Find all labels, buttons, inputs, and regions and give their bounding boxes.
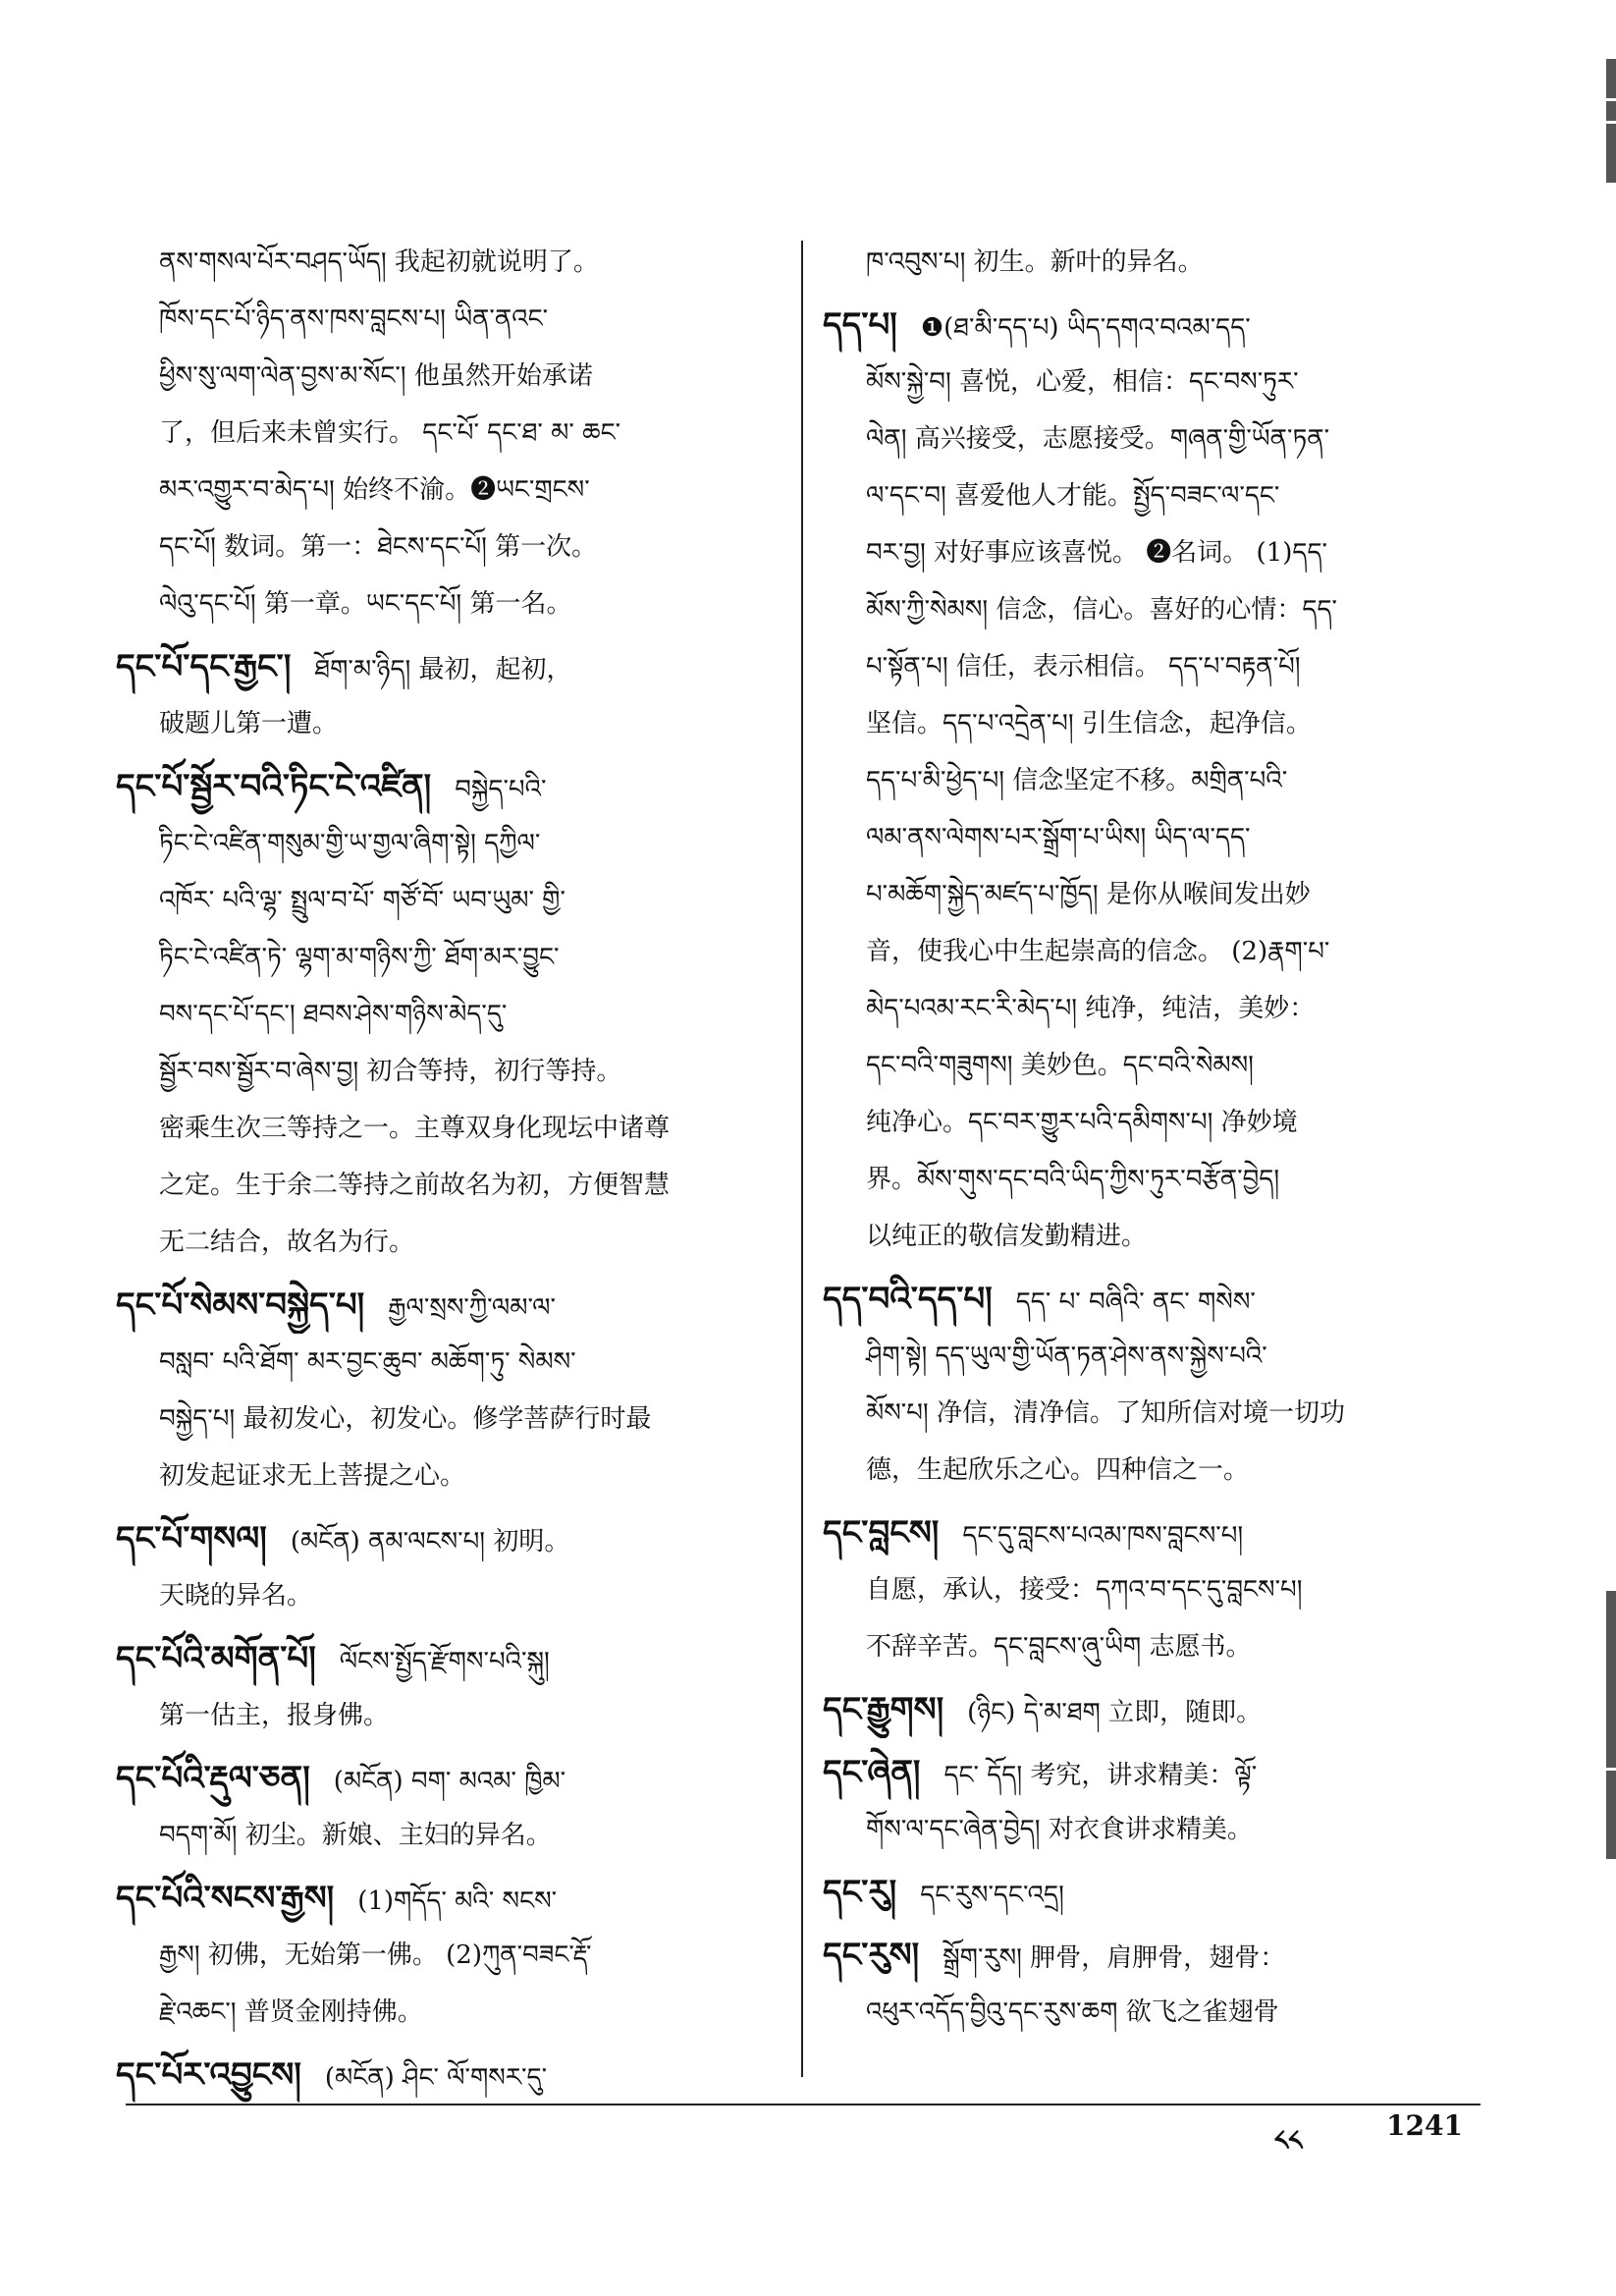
entry-line (823, 1927, 1473, 1984)
entry-text: ❶(ཐ་མི་དད་པ) ཡིད་དགའ་བའམ་དད་ (920, 313, 1251, 343)
entry-line (116, 815, 791, 872)
entry-text: བསྐྱེད་པ། 最初发心，初发心。修学菩萨行时最 (159, 1404, 652, 1434)
entry-text: 了，但后来未曾实行。 དང་པོ་ དང་ཐ་ མ་ ཆང་ (159, 418, 621, 448)
entry-headword: དང་རུ། (823, 1873, 897, 1912)
entry-text: ལེའུ་དང་པོ། 第一章。ཡང་དང་པོ། 第一名。 (159, 589, 572, 619)
entry-headword: དང་ཞེན། (823, 1753, 921, 1792)
entry-text: ལ་དང་བ། 喜爱他人才能。སྤྱོད་བཟང་ལ་དང་ (866, 481, 1280, 511)
entry-line (823, 1037, 1473, 1094)
entry-line (823, 695, 1473, 752)
entry-line (823, 1328, 1473, 1385)
entry-text: 不辞辛苦。དང་བླངས་ཞུ་ཡིག 志愿书。 (866, 1632, 1252, 1662)
entry-line (823, 1618, 1473, 1675)
page-number: 1241 (1386, 2109, 1463, 2142)
entry-text: མོས་པ། 净信，清净信。了知所信对境一切功 (866, 1398, 1345, 1428)
entry-line (116, 1277, 791, 1334)
entry-line (116, 1927, 791, 1984)
entry-line (823, 1504, 1473, 1561)
entry-text: རྒྱས། 初佛，无始第一佛。 (2)ཀུན་བཟང་རྡོ་ (159, 1941, 592, 1970)
entry-text: དང་བའི་གཟུགས། 美妙色。དང་བའི་སེམས། (866, 1051, 1254, 1080)
entry-text: མར་འགྱུར་བ་མེད་པ། 始终不渝。❷ཡང་གྲངས་ (159, 475, 590, 505)
entry-line (823, 467, 1473, 524)
entry-line (823, 1561, 1473, 1618)
entry-line (116, 758, 791, 815)
entry-text: དང་རུས་དང་འདྲ། (920, 1881, 1064, 1910)
entry-text: འཕུར་འདོད་བྱིའུ་དང་རུས་ཆག 欲飞之雀翅骨 (866, 1997, 1279, 2027)
entry-line (823, 581, 1473, 638)
dictionary-entry (116, 2047, 791, 2104)
entry-text: 初发起证求无上菩提之心。 (159, 1461, 466, 1491)
tibetan-page-number: ༨༨ (1274, 2124, 1303, 2157)
entry-line (116, 1214, 791, 1271)
entry-headword: དང་པོ་སེམས་བསྐྱེད་པ། (116, 1285, 365, 1325)
dictionary-entry (823, 1504, 1473, 1675)
dictionary-entry (823, 1927, 1473, 2041)
entry-text: 纯净心。དང་བར་གྱུར་པའི་དམིགས་པ། 净妙境 (866, 1108, 1298, 1137)
entry-line (116, 1043, 791, 1100)
entry-line (823, 923, 1473, 980)
entry-line (823, 1681, 1473, 1738)
entry-text: གོས་ལ་དང་ཞེན་བྱེད། 对衣食讲求精美。 (866, 1815, 1253, 1844)
entry-text: རྗེ་འཆང་། 普贤金刚持佛。 (159, 1997, 423, 2027)
entry-text: ཁ་འབུས་པ། 初生。新叶的异名。 (866, 247, 1204, 277)
entry-text: དང་དུ་བླངས་པའམ་ཁས་བླངས་པ། (962, 1521, 1244, 1551)
entry-line (116, 1510, 791, 1567)
entry-line (823, 524, 1473, 581)
entry-headword: དང་པོ་སྦྱོར་བའི་ཏིང་ངེ་འཛིན། (116, 767, 432, 806)
entry-line (116, 2047, 791, 2104)
entry-line (823, 1744, 1473, 1801)
entry-line (823, 1442, 1473, 1499)
entry-text: ཤིག་སྟེ། དད་ཡུལ་གྱི་ཡོན་ཏན་ཤེས་ནས་སྐྱེས་པའི་ (866, 1341, 1267, 1371)
entry-text: ཐོག་མ་ཉིད། 最初，起初， (314, 655, 572, 684)
entry-text: སྦྱོར་བས་སྦྱོར་བ་ཞེས་བྱ། 初合等持，初行等持。 (159, 1057, 622, 1086)
entry-text: 以纯正的敬信发勤精进。 (866, 1222, 1148, 1251)
dictionary-entry (116, 638, 791, 752)
entry-line (116, 695, 791, 752)
entry-text: (མངོན) ནམ་ལངས་པ། 初明。 (290, 1527, 570, 1557)
entry-text: 破题儿第一遭。 (159, 709, 339, 738)
entry-line (823, 866, 1473, 923)
dictionary-entry (116, 1870, 791, 2041)
entry-line (823, 1801, 1473, 1858)
entry-line (823, 297, 1473, 354)
entry-text: ཁོས་དང་པོ་ཉིད་ནས་ཁས་བླངས་པ། ཡིན་ནའང་ (159, 304, 549, 334)
entry-line (116, 291, 791, 348)
entry-text: (ཉིང) དེ་མ་ཐག 立即，随即。 (967, 1698, 1263, 1727)
entry-headword: དང་པོའི་མགོན་པོ། (116, 1639, 316, 1678)
entry-line (823, 980, 1473, 1037)
entry-line (116, 575, 791, 632)
entry-text: འཁོར་ པའི་ལྷ་ སྤྲུལ་བ་པོ་ གཙོ་བོ་ ཡབ་ཡུམ་ གྱི་ (159, 886, 566, 915)
scan-edge-marks-lower (1606, 1591, 1616, 1862)
entry-text: བསླབ་ པའི་ཐོག་ མར་བྱང་ཆུབ་ མཆོག་ཏུ་ སེམས་ (159, 1347, 576, 1377)
dictionary-entry (116, 1630, 791, 1744)
entry-text: 无二结合，故名为行。 (159, 1228, 415, 1257)
entry-line (116, 1807, 791, 1864)
entry-text: (མངོན) བག་ མའམ་ ཁྱིམ་ (333, 1767, 566, 1796)
entry-headword: དད་པ། (823, 305, 897, 345)
dictionary-entry (823, 297, 1473, 1265)
entry-text: 自愿，承认，接受：དཀའ་བ་དང་དུ་བླངས་པ། (866, 1575, 1303, 1605)
entry-text: ནས་གསལ་པོར་བཤད་ཡོད། 我起初就说明了。 (159, 247, 599, 277)
dictionary-entry (116, 1277, 791, 1504)
entry-line (823, 410, 1473, 467)
dictionary-entry (823, 1681, 1473, 1738)
entry-text: 音，使我心中生起崇高的信念。 (2)རྣག་པ་ (866, 937, 1330, 966)
entry-text: དང་ དོད། 考究，讲求精美：ལྟོ་ (943, 1761, 1258, 1790)
entry-text: བར་བྱ། 对好事应该喜悦。 ❷名词。 (1)དད་ (866, 538, 1327, 568)
entry-line (116, 1687, 791, 1744)
entry-line (823, 1271, 1473, 1328)
entry-line (116, 348, 791, 405)
entry-text: པ་མཆོག་སྐྱེད་མཛད་པ་ཁྱོད། 是你从喉间发出妙 (866, 880, 1311, 909)
dictionary-entry (823, 1744, 1473, 1858)
entry-text: (1)གདོད་ མའི་ སངས་ (357, 1886, 558, 1916)
entry-text: ཏིང་ངེ་འཛིན་ཏེ་ ལྷག་མ་གཉིས་ཀྱི་ ཐོག་མར་བྱུང་ (159, 943, 560, 972)
entry-headword: དང་པོར་འབྱུངས། (116, 2055, 301, 2095)
entry-text: 坚信。དད་པ་འདྲེན་པ། 引生信念，起净信。 (866, 709, 1312, 738)
entry-text: བདག་མོ། 初尘。新娘、主妇的异名。 (159, 1821, 552, 1850)
entry-text: ལམ་ནས་ལེགས་པར་སྒྲོག་པ་ཡིས། ཡིད་ལ་དད་ (866, 823, 1251, 852)
entry-line (116, 929, 791, 986)
column-divider (801, 241, 803, 2077)
entry-headword: དང་རུས། (823, 1936, 920, 1975)
entry-text: མོས་སྐྱེ་བ། 喜悦，心爱，相信：དང་བས་ཏུར་ (866, 367, 1299, 397)
dictionary-entry (823, 1864, 1473, 1921)
dictionary-entry (116, 758, 791, 1271)
entry-line (116, 234, 791, 291)
entry-headword: དང་པོའི་སངས་རྒྱས། (116, 1879, 335, 1918)
entry-text: 德，生起欣乐之心。四种信之一。 (866, 1455, 1250, 1485)
entry-text: 之定。生于余二等持之前故名为初，方便智慧 (159, 1171, 671, 1200)
entry-headword: དང་པོ་དང་རྒྱང་། (116, 647, 292, 686)
entry-text: 天晓的异名。 (159, 1581, 313, 1611)
entry-line (823, 638, 1473, 695)
entry-text: 密乘生次三等持之一。主尊双身化现坛中诸尊 (159, 1114, 671, 1143)
entry-line (116, 1100, 791, 1157)
entry-text: བས་དང་པོ་དང་། ཐབས་ཤེས་གཉིས་མེད་དུ་ (159, 1000, 508, 1029)
entry-line (823, 354, 1473, 410)
left-column (116, 234, 791, 2109)
dictionary-entry (116, 1510, 791, 1624)
entry-text: དད་པ་མི་ཕྱེད་པ། 信念坚定不移。མགྲིན་པའི་ (866, 766, 1288, 795)
entry-line (116, 872, 791, 929)
entry-line (823, 234, 1473, 291)
scan-edge-marks (1606, 59, 1616, 186)
entry-headword: དང་པོ་གསལ། (116, 1519, 267, 1558)
entry-line (116, 1567, 791, 1624)
entry-line (116, 519, 791, 575)
entry-headword: དང་བླངས། (823, 1513, 940, 1553)
entry-text: བསྐྱེད་པའི་ (455, 775, 547, 804)
entry-text: སྒྲོག་རུས། 胛骨，肩胛骨，翅骨： (943, 1943, 1286, 1973)
entry-text: མེད་པའམ་རང་རི་མེད་པ། 纯净，纯洁，美妙： (866, 994, 1316, 1023)
entry-line (116, 1391, 791, 1448)
entry-headword: དད་བའི་དད་པ། (823, 1280, 993, 1319)
entry-text: 界。མོས་གུས་དང་བའི་ཡིད་ཀྱིས་ཏུར་བརྩོན་བྱེད། (866, 1165, 1280, 1194)
entry-line (116, 1334, 791, 1391)
entry-line (116, 405, 791, 462)
entry-line (116, 462, 791, 519)
entry-line (116, 638, 791, 695)
right-column (823, 234, 1473, 2047)
entry-line (116, 1870, 791, 1927)
entry-line (823, 752, 1473, 809)
entry-text: (མངོན) ཤིང་ ལོ་གསར་དུ་ (324, 2063, 548, 2093)
footer-rule (126, 2104, 1481, 2105)
entry-text: ཕྱིས་སུ་ལག་ལེན་བྱས་མ་སོང་། 他虽然开始承诺 (159, 361, 593, 391)
entry-text: ལོངས་སྤྱོད་རྫོགས་པའི་སྐུ། (339, 1647, 550, 1676)
entry-line (823, 1151, 1473, 1208)
entry-line (116, 1630, 791, 1687)
entry-headword: དང་པོའི་རྡུལ་ཅན། (116, 1759, 310, 1798)
entry-text: རྒྱལ་སྲས་ཀྱི་ལམ་ལ་ (388, 1293, 556, 1323)
entry-line (116, 1984, 791, 2041)
entry-line (823, 1094, 1473, 1151)
entry-text: པ་སྟོན་པ། 信任，表示相信。 དད་པ་བརྟན་པོ། (866, 652, 1301, 682)
entry-line (823, 809, 1473, 866)
entry-line (116, 1750, 791, 1807)
dictionary-entry (116, 234, 791, 632)
entry-text: དད་ པ་ བཞིའི་ ནང་ གསེས་ (1015, 1287, 1256, 1317)
entry-headword: དང་རྒྱུགས། (823, 1690, 944, 1729)
entry-line (116, 1448, 791, 1504)
entry-line (823, 1385, 1473, 1442)
dictionary-entry (823, 1271, 1473, 1499)
entry-text: 第一估主，报身佛。 (159, 1701, 390, 1730)
entry-text: ལེན། 高兴接受，志愿接受。གཞན་གྱི་ཡོན་ཏན་ (866, 424, 1330, 454)
entry-line (823, 1864, 1473, 1921)
dictionary-entry (116, 1750, 791, 1864)
entry-text: མོས་ཀྱི་སེམས། 信念，信心。喜好的心情：དད་ (866, 595, 1337, 625)
entry-text: དང་པོ། 数词。第一：ཐེངས་དང་པོ། 第一次。 (159, 532, 598, 562)
entry-line (823, 1208, 1473, 1265)
entry-line (116, 1157, 791, 1214)
entry-line (823, 1984, 1473, 2041)
dictionary-entry (823, 234, 1473, 291)
entry-line (116, 986, 791, 1043)
entry-text: ཏིང་ངེ་འཛིན་གསུམ་གྱི་ཡ་གྱལ་ཞིག་སྟེ། དཀྱིལ་ (159, 829, 541, 858)
